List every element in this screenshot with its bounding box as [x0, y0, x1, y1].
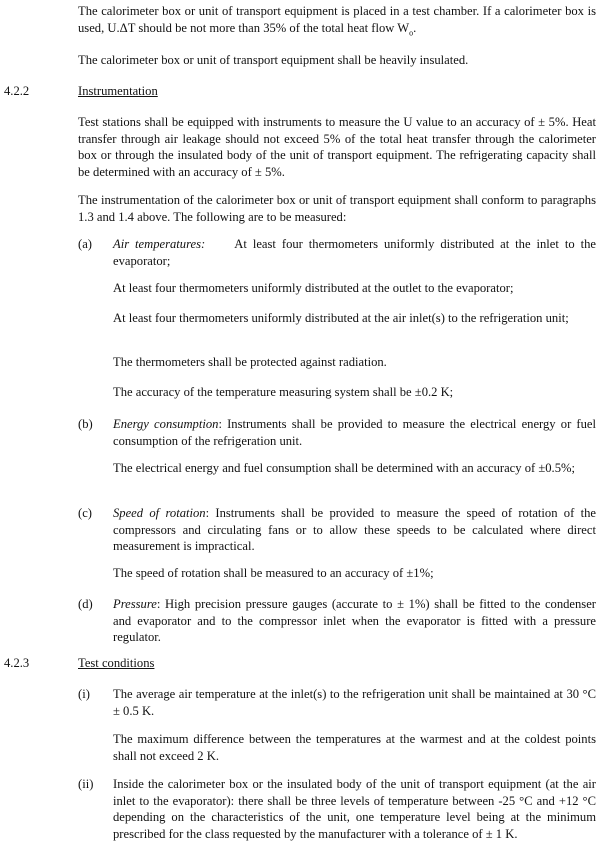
item-marker-b: (b) [78, 417, 93, 431]
item-d-text: Pressure: High precision pressure gauges (accurate to ± 1%) shall be fitted to the condenser and evaporator and to the compressor inlet when the evaporator is fitted with a pressure regulator. [113, 597, 596, 644]
section-number: 4.2.2 [4, 84, 30, 98]
item-b-extra-1: The electrical energy and fuel consumption shall be determined with an accuracy of ±0.5%; [113, 461, 575, 475]
item-i-extra: The maximum difference between the temperatures at the warmest and at the coldest points shall not exceed 2 K. [113, 732, 596, 763]
intro-paragraph-1: The calorimeter box or unit of transport equipment is placed in a test chamber. If a calorimeter box is used, U.ΔT should be not more than 35% of the total heat flow $W_o$. [78, 4, 596, 38]
intro-paragraph-2: The calorimeter box or unit of transport equipment shall be heavily insulated. [78, 53, 469, 67]
instrumentation-paragraph-2: The instrumentation of the calorimeter box or unit of transport equipment shall conform to paragraphs 1.3 and 1.4 above. The following are to be measured: [78, 193, 596, 224]
item-a-extra-4: The accuracy of the temperature measuring system shall be ±0.2 K; [113, 385, 454, 399]
item-b-text: Energy consumption: Instruments shall be provided to measure the electrical energy or fuel consumption of the refrigeration unit. [113, 417, 596, 448]
item-a-extra-2: At least four thermometers uniformly distributed at the air inlet(s) to the refrigeration unit; [113, 311, 569, 325]
item-a-extra-3: The thermometers shall be protected against radiation. [113, 355, 387, 369]
section-heading: Test conditions [78, 656, 155, 670]
item-a-extra-1: At least four thermometers uniformly distributed at the outlet to the evaporator; [113, 281, 514, 295]
item-a-text: Air temperatures: At least four thermometers uniformly distributed at the inlet to the evaporator; [113, 237, 596, 268]
instrumentation-paragraph-1: Test stations shall be equipped with instruments to measure the U value to an accuracy of ± 5%. Heat transfer through air leakage should not exceed 5% of the total heat transfer through the calorimeter box or through the insulated body of the unit of transport equipment. The refrigerating capacity shall be determined with an accuracy of ± 5%. [78, 115, 596, 179]
item-marker-a: (a) [78, 237, 92, 251]
section-heading: Instrumentation [78, 84, 158, 98]
item-c-text: Speed of rotation: Instruments shall be provided to measure the speed of rotation of the compressors and circulating fans or to allow these speeds to be calculated where direct measurement is impractical. [113, 506, 596, 553]
item-marker-d: (d) [78, 597, 93, 611]
item-c-extra-1: The speed of rotation shall be measured to an accuracy of ±1%; [113, 566, 434, 580]
item-marker-ii: (ii) [78, 777, 94, 791]
section-number: 4.2.3 [4, 656, 30, 670]
item-i-text: The average air temperature at the inlet(s) to the refrigeration unit shall be maintained at 30 °C ± 0.5 K. [113, 687, 596, 718]
item-ii-text: Inside the calorimeter box or the insulated body of the unit of transport equipment (at the air inlet to the evaporator): there shall be three levels of temperature between -25 °C and +12 °C depending on the characteristics of the unit, one temperature level being at the minimum prescribed for the class requested by the manufacturer with a tolerance of ± 1 K. [113, 777, 596, 841]
item-marker-i: (i) [78, 687, 90, 701]
item-marker-c: (c) [78, 506, 92, 520]
